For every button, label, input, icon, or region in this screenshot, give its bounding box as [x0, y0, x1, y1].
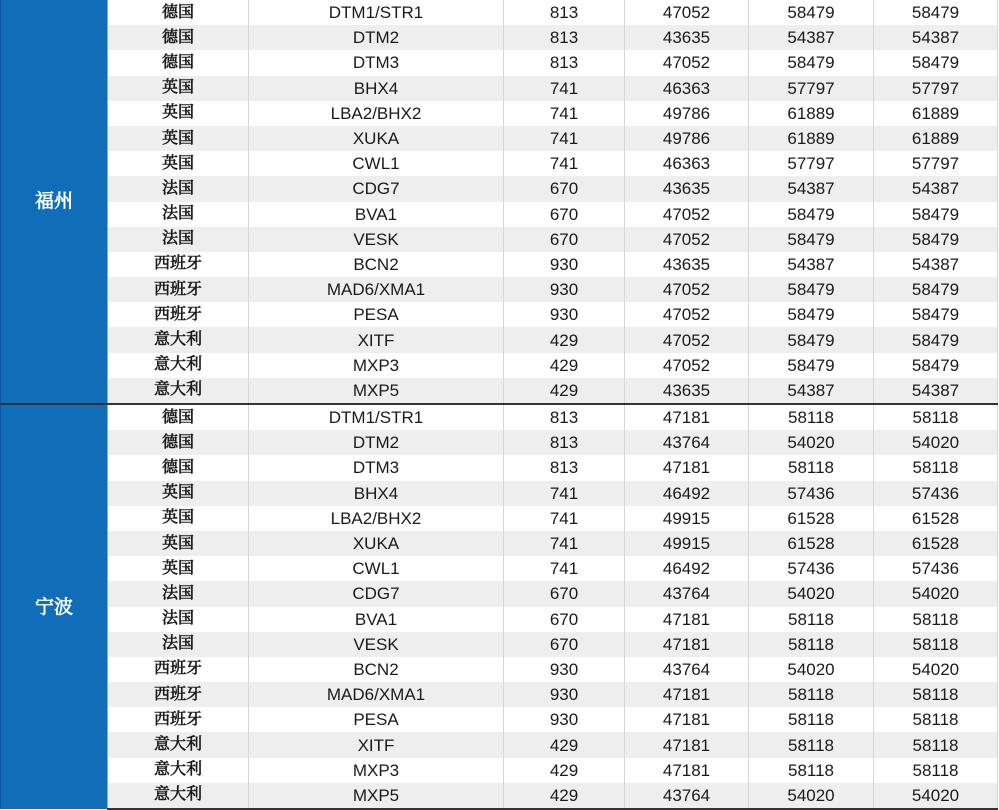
country-cell: 法国	[108, 176, 249, 201]
price-a-cell: 47052	[625, 50, 749, 75]
price-b-cell: 58118	[749, 607, 874, 632]
table-row	[1, 252, 998, 277]
price-a-cell: 43764	[625, 430, 749, 455]
country-cell: 西班牙	[108, 252, 249, 277]
price-a-cell: 43764	[625, 783, 749, 809]
price-a-cell: 46492	[625, 556, 749, 581]
table-row	[1, 556, 998, 581]
price-a-cell: 46363	[625, 76, 749, 101]
distance-cell: 930	[504, 682, 625, 707]
price-b-cell: 61528	[749, 531, 874, 556]
table-row	[1, 430, 998, 455]
price-b-cell: 58479	[749, 277, 874, 302]
country-cell: 英国	[108, 481, 249, 506]
table-row	[1, 783, 998, 809]
price-b-cell: 58479	[749, 202, 874, 227]
price-a-cell: 47052	[625, 302, 749, 327]
distance-cell: 429	[504, 353, 625, 378]
price-b-cell: 58479	[749, 302, 874, 327]
price-c-cell: 58118	[874, 707, 998, 732]
price-a-cell: 43635	[625, 252, 749, 277]
table-row	[1, 481, 998, 506]
country-cell: 英国	[108, 151, 249, 176]
warehouse-code-cell: XUKA	[249, 126, 504, 151]
distance-cell: 741	[504, 101, 625, 126]
price-c-cell: 54387	[874, 378, 998, 404]
distance-cell: 930	[504, 277, 625, 302]
price-b-cell: 58479	[749, 50, 874, 75]
price-c-cell: 58118	[874, 682, 998, 707]
price-a-cell: 47052	[625, 227, 749, 252]
table-row	[1, 227, 998, 252]
price-c-cell: 58479	[874, 0, 998, 25]
country-cell: 德国	[108, 430, 249, 455]
table-row	[1, 455, 998, 480]
warehouse-code-cell: MXP3	[249, 353, 504, 378]
country-cell: 意大利	[108, 353, 249, 378]
distance-cell: 741	[504, 76, 625, 101]
country-cell: 意大利	[108, 378, 249, 404]
table-row	[1, 0, 998, 25]
price-c-cell: 61528	[874, 531, 998, 556]
price-b-cell: 54387	[749, 25, 874, 50]
price-b-cell: 61889	[749, 126, 874, 151]
price-b-cell: 58479	[749, 327, 874, 352]
table-row	[1, 378, 998, 404]
country-cell: 法国	[108, 227, 249, 252]
table-row	[1, 632, 998, 657]
price-c-cell: 58118	[874, 758, 998, 783]
warehouse-code-cell: CWL1	[249, 556, 504, 581]
distance-cell: 741	[504, 506, 625, 531]
warehouse-code-cell: XITF	[249, 732, 504, 757]
table-row	[1, 732, 998, 757]
table-row	[1, 707, 998, 732]
country-cell: 西班牙	[108, 707, 249, 732]
price-c-cell: 61889	[874, 126, 998, 151]
price-c-cell: 58479	[874, 227, 998, 252]
price-b-cell: 54387	[749, 252, 874, 277]
price-a-cell: 47052	[625, 327, 749, 352]
table-row	[1, 506, 998, 531]
price-c-cell: 58479	[874, 202, 998, 227]
warehouse-code-cell: DTM1/STR1	[249, 404, 504, 430]
price-a-cell: 47052	[625, 353, 749, 378]
warehouse-code-cell: BHX4	[249, 76, 504, 101]
distance-cell: 741	[504, 126, 625, 151]
price-b-cell: 58479	[749, 0, 874, 25]
price-a-cell: 43635	[625, 176, 749, 201]
price-a-cell: 46363	[625, 151, 749, 176]
price-b-cell: 54020	[749, 657, 874, 682]
distance-cell: 930	[504, 707, 625, 732]
price-a-cell: 43764	[625, 581, 749, 606]
table-row	[1, 581, 998, 606]
warehouse-code-cell: DTM3	[249, 455, 504, 480]
warehouse-code-cell: MXP5	[249, 378, 504, 404]
price-b-cell: 54020	[749, 581, 874, 606]
price-c-cell: 57797	[874, 76, 998, 101]
warehouse-code-cell: BHX4	[249, 481, 504, 506]
distance-cell: 930	[504, 252, 625, 277]
price-a-cell: 49915	[625, 506, 749, 531]
price-c-cell: 54387	[874, 252, 998, 277]
price-b-cell: 58118	[749, 632, 874, 657]
table-row	[1, 657, 998, 682]
warehouse-code-cell: MAD6/XMA1	[249, 682, 504, 707]
price-c-cell: 58479	[874, 302, 998, 327]
price-b-cell: 54020	[749, 430, 874, 455]
table-row	[1, 277, 998, 302]
warehouse-code-cell: BVA1	[249, 202, 504, 227]
warehouse-code-cell: LBA2/BHX2	[249, 506, 504, 531]
distance-cell: 813	[504, 404, 625, 430]
country-cell: 德国	[108, 404, 249, 430]
country-cell: 西班牙	[108, 657, 249, 682]
price-a-cell: 43635	[625, 378, 749, 404]
country-cell: 英国	[108, 506, 249, 531]
rate-table-body	[1, 0, 998, 809]
price-a-cell: 47052	[625, 277, 749, 302]
price-a-cell: 49786	[625, 126, 749, 151]
price-b-cell: 58118	[749, 404, 874, 430]
distance-cell: 813	[504, 25, 625, 50]
distance-cell: 429	[504, 758, 625, 783]
distance-cell: 670	[504, 202, 625, 227]
price-b-cell: 54020	[749, 783, 874, 809]
table-row	[1, 101, 998, 126]
price-b-cell: 58479	[749, 353, 874, 378]
price-a-cell: 47181	[625, 682, 749, 707]
table-row	[1, 151, 998, 176]
price-c-cell: 61528	[874, 506, 998, 531]
warehouse-code-cell: CWL1	[249, 151, 504, 176]
country-cell: 西班牙	[108, 682, 249, 707]
warehouse-code-cell: DTM3	[249, 50, 504, 75]
distance-cell: 741	[504, 556, 625, 581]
country-cell: 英国	[108, 531, 249, 556]
price-c-cell: 58479	[874, 353, 998, 378]
distance-cell: 930	[504, 657, 625, 682]
distance-cell: 813	[504, 455, 625, 480]
price-a-cell: 46492	[625, 481, 749, 506]
country-cell: 意大利	[108, 758, 249, 783]
warehouse-code-cell: DTM2	[249, 25, 504, 50]
price-a-cell: 47181	[625, 607, 749, 632]
price-c-cell: 54387	[874, 176, 998, 201]
price-c-cell: 58118	[874, 632, 998, 657]
distance-cell: 741	[504, 151, 625, 176]
table-row	[1, 531, 998, 556]
distance-cell: 429	[504, 327, 625, 352]
country-cell: 法国	[108, 632, 249, 657]
country-cell: 德国	[108, 25, 249, 50]
price-b-cell: 54387	[749, 176, 874, 201]
table-row	[1, 758, 998, 783]
distance-cell: 741	[504, 531, 625, 556]
country-cell: 法国	[108, 202, 249, 227]
price-a-cell: 47181	[625, 758, 749, 783]
price-c-cell: 54020	[874, 581, 998, 606]
price-c-cell: 58479	[874, 327, 998, 352]
price-b-cell: 57797	[749, 76, 874, 101]
table-row	[1, 607, 998, 632]
distance-cell: 813	[504, 430, 625, 455]
distance-cell: 670	[504, 607, 625, 632]
warehouse-code-cell: PESA	[249, 302, 504, 327]
country-cell: 西班牙	[108, 277, 249, 302]
table-row	[1, 202, 998, 227]
warehouse-code-cell: DTM1/STR1	[249, 0, 504, 25]
warehouse-code-cell: XUKA	[249, 531, 504, 556]
country-cell: 英国	[108, 101, 249, 126]
country-cell: 西班牙	[108, 302, 249, 327]
country-cell: 英国	[108, 556, 249, 581]
price-c-cell: 58118	[874, 607, 998, 632]
price-c-cell: 57436	[874, 556, 998, 581]
price-c-cell: 54387	[874, 25, 998, 50]
table-row	[1, 50, 998, 75]
table-row	[1, 404, 998, 430]
warehouse-code-cell: VESK	[249, 227, 504, 252]
price-a-cell: 47181	[625, 455, 749, 480]
distance-cell: 930	[504, 302, 625, 327]
warehouse-code-cell: XITF	[249, 327, 504, 352]
table-row	[1, 302, 998, 327]
distance-cell: 741	[504, 481, 625, 506]
country-cell: 意大利	[108, 783, 249, 809]
price-b-cell: 61889	[749, 101, 874, 126]
city-group-label: 宁波	[1, 404, 108, 809]
distance-cell: 429	[504, 378, 625, 404]
price-c-cell: 54020	[874, 657, 998, 682]
price-b-cell: 58118	[749, 455, 874, 480]
distance-cell: 429	[504, 783, 625, 809]
price-a-cell: 47181	[625, 632, 749, 657]
table-row	[1, 76, 998, 101]
price-a-cell: 49915	[625, 531, 749, 556]
table-row	[1, 682, 998, 707]
table-row	[1, 176, 998, 201]
distance-cell: 670	[504, 632, 625, 657]
price-b-cell: 58479	[749, 227, 874, 252]
table-row	[1, 327, 998, 352]
country-cell: 英国	[108, 126, 249, 151]
distance-cell: 813	[504, 0, 625, 25]
price-b-cell: 54387	[749, 378, 874, 404]
price-a-cell: 43635	[625, 25, 749, 50]
distance-cell: 670	[504, 176, 625, 201]
price-c-cell: 58479	[874, 50, 998, 75]
distance-cell: 670	[504, 227, 625, 252]
price-c-cell: 57797	[874, 151, 998, 176]
price-c-cell: 58118	[874, 404, 998, 430]
price-b-cell: 61528	[749, 506, 874, 531]
warehouse-code-cell: PESA	[249, 707, 504, 732]
country-cell: 德国	[108, 50, 249, 75]
warehouse-code-cell: CDG7	[249, 581, 504, 606]
table-row	[1, 25, 998, 50]
distance-cell: 813	[504, 50, 625, 75]
price-a-cell: 47052	[625, 202, 749, 227]
price-a-cell: 47181	[625, 404, 749, 430]
price-c-cell: 58118	[874, 455, 998, 480]
country-cell: 德国	[108, 0, 249, 25]
price-c-cell: 58118	[874, 732, 998, 757]
country-cell: 意大利	[108, 327, 249, 352]
price-b-cell: 58118	[749, 707, 874, 732]
warehouse-code-cell: VESK	[249, 632, 504, 657]
distance-cell: 429	[504, 732, 625, 757]
price-c-cell: 58479	[874, 277, 998, 302]
warehouse-code-cell: CDG7	[249, 176, 504, 201]
warehouse-code-cell: BCN2	[249, 657, 504, 682]
price-c-cell: 54020	[874, 430, 998, 455]
price-a-cell: 47052	[625, 0, 749, 25]
price-c-cell: 57436	[874, 481, 998, 506]
warehouse-code-cell: MXP3	[249, 758, 504, 783]
warehouse-code-cell: LBA2/BHX2	[249, 101, 504, 126]
price-b-cell: 58118	[749, 682, 874, 707]
warehouse-code-cell: DTM2	[249, 430, 504, 455]
distance-cell: 670	[504, 581, 625, 606]
price-c-cell: 61889	[874, 101, 998, 126]
warehouse-code-cell: BVA1	[249, 607, 504, 632]
warehouse-code-cell: BCN2	[249, 252, 504, 277]
price-a-cell: 43764	[625, 657, 749, 682]
country-cell: 德国	[108, 455, 249, 480]
price-a-cell: 49786	[625, 101, 749, 126]
price-b-cell: 57797	[749, 151, 874, 176]
price-a-cell: 47181	[625, 707, 749, 732]
table-row	[1, 126, 998, 151]
price-b-cell: 58118	[749, 732, 874, 757]
city-group-label: 福州	[1, 0, 108, 404]
price-a-cell: 47181	[625, 732, 749, 757]
country-cell: 英国	[108, 76, 249, 101]
price-b-cell: 57436	[749, 481, 874, 506]
warehouse-code-cell: MXP5	[249, 783, 504, 809]
price-c-cell: 54020	[874, 783, 998, 809]
price-b-cell: 57436	[749, 556, 874, 581]
table-row	[1, 353, 998, 378]
country-cell: 法国	[108, 581, 249, 606]
price-b-cell: 58118	[749, 758, 874, 783]
country-cell: 法国	[108, 607, 249, 632]
warehouse-code-cell: MAD6/XMA1	[249, 277, 504, 302]
country-cell: 意大利	[108, 732, 249, 757]
